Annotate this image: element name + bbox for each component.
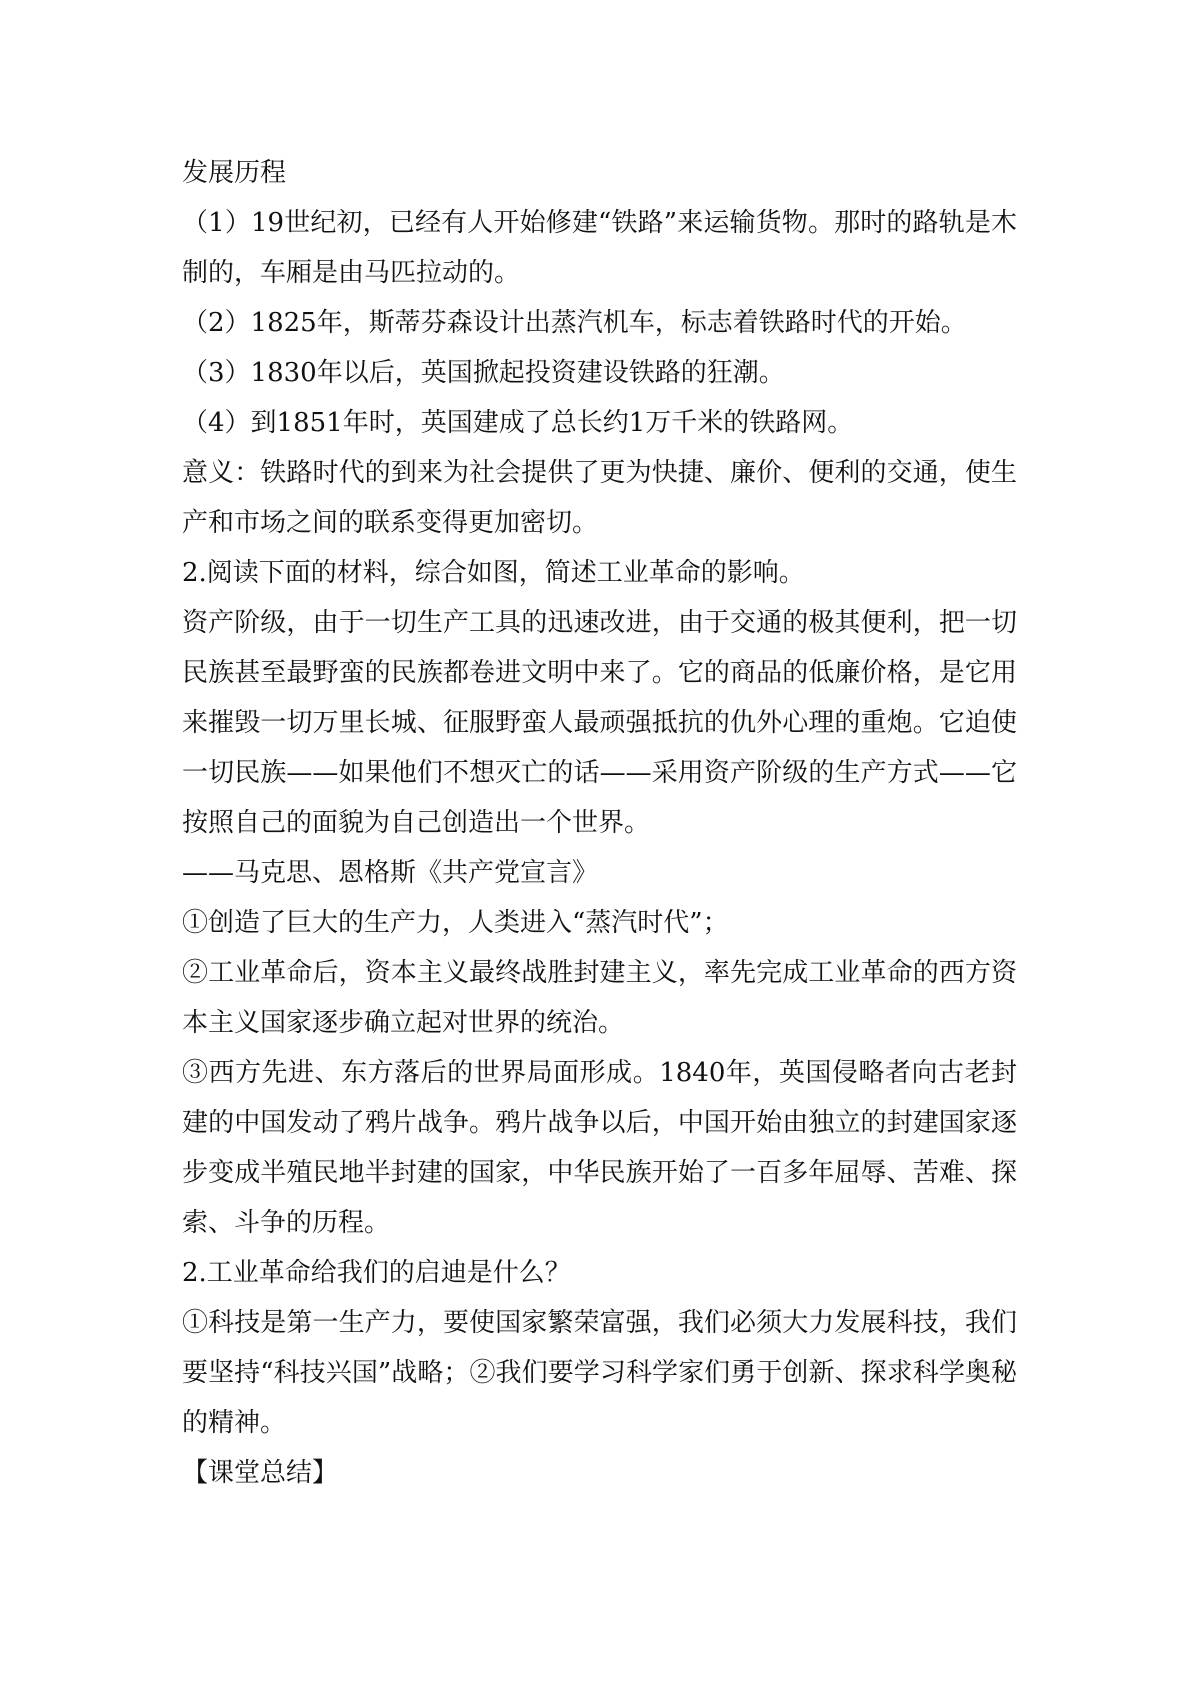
history-item-1: （1）19世纪初，已经有人开始修建“铁路”来运输货物。那时的路轨是木制的，车厢是由马匹拉动的。	[182, 208, 1017, 288]
quotation-paragraph: 资产阶级，由于一切生产工具的迅速改进，由于交通的极其便利，把一切民族甚至最野蛮的民族都卷进文明中来了。它的商品的低廉价格，是它用来摧毁一切万里长城、征服野蛮人最顽强抵抗的仇外心理的重炮。它迫使一切民族——如果他们不想灭亡的话——采用资产阶级的生产方式——它按照自己的面貌为自己创造出一个世界。	[182, 608, 1017, 838]
history-item-3: （3）1830年以后，英国掀起投资建设铁路的狂潮。	[182, 358, 785, 388]
section-heading-development: 发展历程	[182, 158, 287, 188]
document-body	[182, 148, 1017, 1498]
significance-paragraph: 意义：铁路时代的到来为社会提供了更为快捷、廉价、便利的交通，使生产和市场之间的联系变得更加密切。	[182, 458, 1017, 538]
history-item-4: （4）到1851年时，英国建成了总长约1万千米的铁路网。	[182, 408, 854, 438]
class-summary-heading: 【课堂总结】	[182, 1458, 339, 1488]
quotation-source: ——马克思、恩格斯《共产党宣言》	[182, 858, 599, 888]
inspiration-answer: ①科技是第一生产力，要使国家繁荣富强，我们必须大力发展科技，我们要坚持“科技兴国”战略；②我们要学习科学家们勇于创新、探求科学奥秘的精神。	[182, 1308, 1017, 1438]
impact-point-3: ③西方先进、东方落后的世界局面形成。1840年，英国侵略者向古老封建的中国发动了鸦片战争。鸦片战争以后，中国开始由独立的封建国家逐步变成半殖民地半封建的国家，中华民族开始了一百多年屈辱、苦难、探索、斗争的历程。	[182, 1058, 1017, 1238]
impact-point-2: ②工业革命后，资本主义最终战胜封建主义，率先完成工业革命的西方资本主义国家逐步确立起对世界的统治。	[182, 958, 1017, 1038]
question-2-heading: 2.阅读下面的材料，综合如图，简述工业革命的影响。	[182, 558, 805, 588]
history-item-2: （2）1825年，斯蒂芬森设计出蒸汽机车，标志着铁路时代的开始。	[182, 308, 967, 338]
question-inspiration-heading: 2.工业革命给我们的启迪是什么？	[182, 1258, 571, 1288]
impact-point-1: ①创造了巨大的生产力，人类进入“蒸汽时代”；	[182, 908, 729, 938]
